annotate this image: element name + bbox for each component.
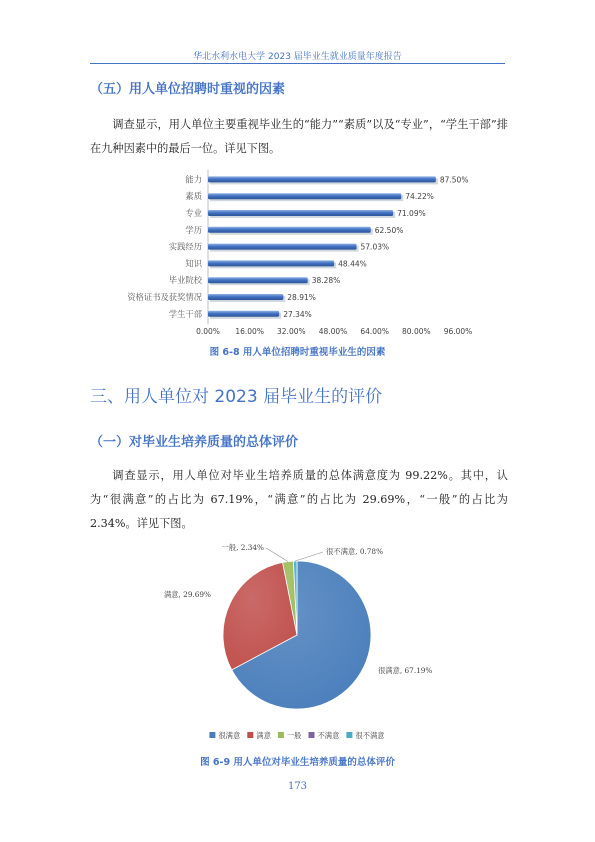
evaluation-paragraph: 调查显示，用人单位对毕业生培养质量的总体满意度为 99.22%。其中，认为“很满意”的占比为 67.19%，“满意”的占比为 29.69%，“一般”的占比为 2.34%。详见下图。: [90, 469, 508, 530]
bar-value-label: 27.34%: [283, 309, 312, 319]
bar-value-label: 57.03%: [360, 242, 390, 252]
legend-swatch: [309, 732, 315, 738]
pie-leader-line: [266, 548, 288, 562]
bar-value-label: 71.09%: [397, 209, 426, 218]
legend-swatch: [209, 732, 215, 738]
pie-leader-line: [295, 552, 323, 561]
running-header: 华北水利水电大学 2023 届毕业生就业质量年度报告: [193, 52, 402, 62]
figure-caption-6-9: 图 6-9 用人单位对毕业生培养质量的总体评价: [200, 757, 395, 768]
pie-data-label: 很不满意, 0.78%: [326, 547, 384, 556]
bar: [208, 311, 279, 317]
bar-category-label: 素质: [185, 191, 202, 202]
bar: [208, 294, 283, 300]
pie-data-label: 满意, 29.69%: [163, 590, 211, 599]
section-heading-factors: （五）用人单位招聘时重视的因素: [90, 82, 286, 97]
bar-category-label: 学生干部: [168, 308, 202, 319]
bar-value-label: 38.28%: [311, 276, 341, 286]
bar: [208, 210, 393, 216]
x-tick-label: 96.00%: [443, 327, 473, 336]
bar: [208, 260, 334, 266]
legend-label: 满意: [256, 731, 271, 740]
x-tick-label: 64.00%: [360, 327, 389, 336]
factors-bar-chart: [90, 168, 505, 338]
factors-paragraph: 调查显示，用人单位主要重视毕业生的“能力”“素质”以及“专业”，“学生干部”排在九种因素中的最后一位。详见下图。: [90, 118, 508, 155]
bar-category-label: 专业: [185, 208, 202, 218]
pie-data-label: 很满意, 67.19%: [378, 666, 433, 675]
legend-label: 一般: [286, 731, 302, 740]
bar: [208, 193, 401, 199]
sub-heading-overall-evaluation: （一）对毕业生培养质量的总体评价: [90, 435, 299, 450]
bar: [208, 277, 308, 283]
bar-category-label: 实践经历: [168, 241, 202, 252]
bar-category-label: 知识: [185, 258, 202, 269]
section-heading-evaluation: 三、用人单位对 2023 届毕业生的评价: [90, 387, 383, 407]
x-tick-label: 16.00%: [235, 327, 264, 336]
bar: [208, 244, 357, 250]
satisfaction-pie-chart: [90, 535, 505, 750]
bar-category-label: 毕业院校: [168, 275, 202, 286]
legend-swatch: [346, 732, 352, 738]
legend-swatch: [247, 732, 253, 738]
bar-category-label: 能力: [185, 174, 202, 185]
bar-category-label: 学历: [185, 224, 202, 235]
pie-data-label: 一般, 2.34%: [221, 543, 264, 552]
legend-label: 很不满意: [355, 731, 385, 740]
legend-label: 很满意: [218, 731, 241, 740]
bar-value-label: 28.91%: [287, 293, 316, 302]
bar: [208, 227, 371, 233]
header-rule: [90, 63, 505, 64]
page-number: 173: [287, 781, 308, 792]
legend-swatch: [278, 732, 284, 738]
x-tick-label: 32.00%: [277, 327, 306, 336]
x-tick-label: 48.00%: [318, 327, 348, 336]
bar-value-label: 48.44%: [338, 259, 367, 269]
bar-value-label: 62.50%: [374, 225, 404, 235]
x-tick-label: 0.00%: [196, 327, 220, 336]
bar: [208, 176, 436, 182]
bar-value-label: 87.50%: [439, 175, 469, 185]
figure-caption-6-8: 图 6-8 用人单位招聘时重视毕业生的因素: [209, 347, 386, 358]
bar-category-label: 资格证书及获奖情况: [127, 292, 202, 302]
bar-value-label: 74.22%: [405, 192, 434, 202]
legend-label: 不满意: [317, 731, 340, 740]
x-tick-label: 80.00%: [402, 327, 431, 336]
